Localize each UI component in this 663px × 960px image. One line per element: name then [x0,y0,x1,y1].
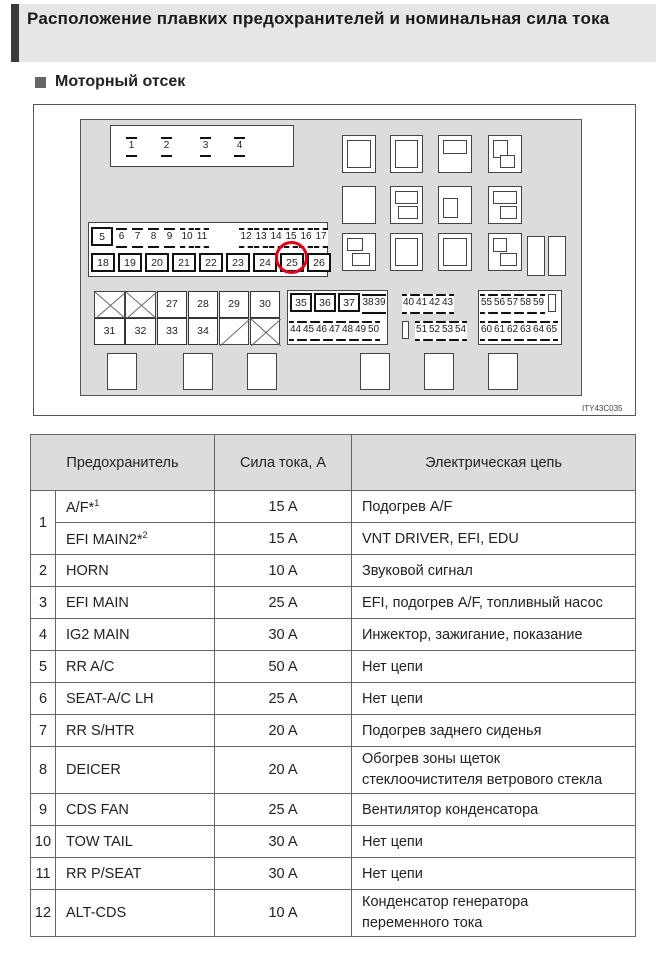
table-row [31,491,636,523]
row-circuit: EFI, подогрев A/F, топливный насос [352,587,636,619]
section-bullet [35,77,46,88]
row-circuit: Нет цепи [352,651,636,683]
fuse-slot: 61 [493,321,506,341]
section-title: Моторный отсек [55,73,186,90]
row-fuse-name: DEICER [56,747,215,794]
row-amp: 30 A [215,858,352,890]
blank-fuse-x [125,291,156,318]
row-circuit: Обогрев зоны щеток стеклоочистителя ветрового стекла [352,747,636,794]
fuse-slot: 56 [493,294,506,314]
fuse-slot: 57 [506,294,519,314]
connector [424,353,454,390]
fuse-cell: 19 [118,253,142,272]
table-row [31,747,636,794]
fuse-slot: 48 [341,321,354,341]
row-fuse-name: EFI MAIN [56,587,215,619]
row-number: 4 [31,619,56,651]
fuse-slot: 8 [148,228,159,248]
row-amp: 30 A [215,619,352,651]
fuse-cell: 36 [314,293,336,312]
relay-inner [493,191,517,204]
fuse-slot: 62 [506,321,519,341]
fuse-slot: 65 [545,321,558,341]
connector [360,353,390,390]
fuse-slot: 55 [480,294,493,314]
fuse-slot: 2 [161,137,172,157]
fuse-box-diagram [33,104,636,416]
relay-inner [500,206,517,219]
relay [342,186,376,224]
small-relay [402,321,409,339]
fuse-slot: 3 [200,137,211,157]
row-amp: 20 A [215,715,352,747]
fuse-slot: 11 [195,228,209,248]
relay [548,236,566,276]
row-number: 9 [31,794,56,826]
table-row [31,794,636,826]
blank-fuse-x [250,318,280,345]
connector [107,353,137,390]
row-amp: 10 A [215,890,352,937]
row-number: 2 [31,555,56,587]
relay-inner [395,140,418,168]
fuse-cell: 18 [91,253,115,272]
fuse-slot: 17 [314,228,328,248]
row-circuit: Нет цепи [352,858,636,890]
fuse-cell: 28 [188,291,218,318]
fuse-slot: 1 [126,137,137,157]
fuse-table [30,434,636,937]
table-row [31,715,636,747]
fuse-slot: 38 [362,294,374,314]
fuse-slot: 4 [234,137,245,157]
fuse-cell: 35 [290,293,312,312]
header-circuit: Электрическая цепь [352,435,636,491]
page-header [11,4,656,62]
fuse-slot: 16 [299,228,313,248]
fuse-slot: 44 [289,321,302,341]
row-circuit: Нет цепи [352,683,636,715]
row-fuse-name: RR P/SEAT [56,858,215,890]
header-current: Сила тока, А [215,435,352,491]
relay-inner [443,238,467,266]
row-number: 3 [31,587,56,619]
row-fuse-name: HORN [56,555,215,587]
row-circuit: Нет цепи [352,826,636,858]
relay-inner [395,238,418,266]
row-amp: 10 A [215,555,352,587]
row-fuse-name: SEAT-A/C LH [56,683,215,715]
row-amp: 25 A [215,683,352,715]
highlight-circle [275,241,308,274]
row-fuse-name: A/F*$^1$ [56,491,215,523]
row-amp: 15 A [215,523,352,555]
fuse-cell: 26 [307,253,331,272]
fuse-slot: 10 [180,228,194,248]
page-title: Расположение плавких предохранителей и номинальная сила тока [27,9,610,28]
row-number: 1 [31,491,56,555]
fuse-slot: 51 [415,321,428,341]
fuse-cell: 21 [172,253,196,272]
row-amp: 50 A [215,651,352,683]
row-fuse-name: IG2 MAIN [56,619,215,651]
relay-inner [347,238,363,251]
table-row [31,523,636,555]
row-circuit: Подогрев заднего сиденья [352,715,636,747]
fuse-cell: 27 [157,291,187,318]
table-header-row [31,435,636,491]
row-circuit: Подогрев A/F [352,491,636,523]
row-circuit: Вентилятор конденсатора [352,794,636,826]
fuse-slot: 63 [519,321,532,341]
relay-inner [395,191,418,204]
row-circuit: Конденсатор генератора переменного тока [352,890,636,937]
table-row [31,587,636,619]
relay-inner [352,253,370,266]
relay-inner [347,140,371,168]
header-fuse: Предохранитель [31,435,215,491]
fuse-cell: 24 [253,253,277,272]
row-circuit: Инжектор, зажигание, показание [352,619,636,651]
table-row [31,683,636,715]
fuse-cell: 32 [125,318,156,345]
row-number: 8 [31,747,56,794]
fuse-slot: 52 [428,321,441,341]
row-fuse-name: EFI MAIN2*$^2$ [56,523,215,555]
fuse-slot: 7 [132,228,143,248]
fuse-cell: 37 [338,293,360,312]
relay [527,236,545,276]
fuse-slot: 40 [402,294,415,314]
row-number: 10 [31,826,56,858]
row-fuse-name: CDS FAN [56,794,215,826]
fuse-cell: 34 [188,318,218,345]
row-amp: 20 A [215,747,352,794]
fuse-slot: 12 [239,228,253,248]
row-circuit: VNT DRIVER, EFI, EDU [352,523,636,555]
relay-inner [443,198,458,218]
fuse-slot: 41 [415,294,428,314]
fuse-cell: 23 [226,253,250,272]
table-row [31,858,636,890]
fuse-cell: 31 [94,318,125,345]
connector [488,353,518,390]
fuse-slot: 49 [354,321,367,341]
connector [247,353,277,390]
fuse-slot: 53 [441,321,454,341]
fuse-cell: 5 [91,227,113,246]
relay-inner [443,140,467,154]
fuse-slot: 13 [254,228,268,248]
blank-fuse-x [94,291,125,318]
row-number: 5 [31,651,56,683]
diagram-code: ITY43C035 [582,404,623,413]
row-amp: 25 A [215,587,352,619]
connector [183,353,213,390]
table-row [31,890,636,937]
relay-inner [493,238,507,252]
fuse-slot: 58 [519,294,532,314]
fuse-slot: 54 [454,321,467,341]
row-number: 11 [31,858,56,890]
row-number: 6 [31,683,56,715]
row-fuse-name: RR A/C [56,651,215,683]
fuse-cell: 33 [157,318,187,345]
fuse-slot: 9 [164,228,175,248]
table-row [31,555,636,587]
fuse-slot: 60 [480,321,493,341]
row-fuse-name: TOW TAIL [56,826,215,858]
fuse-cell: 22 [199,253,223,272]
fuse-slot: 6 [116,228,127,248]
relay-inner [398,206,418,219]
fuse-slot: 15 [284,228,298,248]
small-relay [548,294,556,312]
fuse-cell: 29 [219,291,249,318]
table-row [31,826,636,858]
row-amp: 15 A [215,491,352,523]
row-amp: 25 A [215,794,352,826]
blank-fuse-x [219,318,249,345]
row-amp: 30 A [215,826,352,858]
fuse-cell: 30 [250,291,280,318]
row-number: 7 [31,715,56,747]
fuse-slot: 64 [532,321,545,341]
table-row [31,651,636,683]
relay-inner [500,253,517,266]
fuse-cell: 20 [145,253,169,272]
fuse-slot: 50 [367,321,380,341]
row-fuse-name: ALT-CDS [56,890,215,937]
row-fuse-name: RR S/HTR [56,715,215,747]
fuse-slot: 14 [269,228,283,248]
fuse-slot: 46 [315,321,328,341]
fuse-slot: 59 [532,294,545,314]
relay-inner [500,155,515,168]
row-circuit: Звуковой сигнал [352,555,636,587]
fuse-cell-highlighted: 25 [280,253,304,272]
fuse-slot: 42 [428,294,441,314]
row-number: 12 [31,890,56,937]
fuse-slot: 45 [302,321,315,341]
fuse-slot: 43 [441,294,454,314]
fuse-slot: 47 [328,321,341,341]
fuse-slot: 39 [374,294,386,314]
table-row [31,619,636,651]
